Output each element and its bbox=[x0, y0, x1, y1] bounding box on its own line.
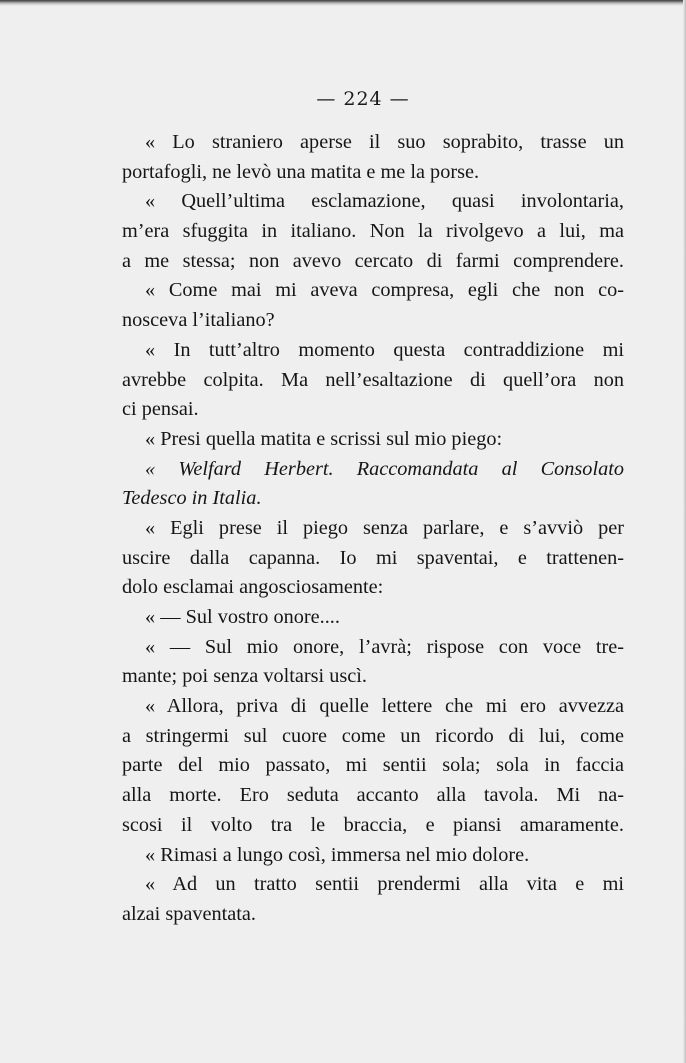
text-line: a stringermi sul cuore come un ricordo di lui, come bbox=[122, 724, 624, 747]
text-line: « Welfard Herbert. Raccomandata al Consolato bbox=[145, 457, 624, 480]
text-line: « Allora, priva di quelle lettere che mi ero avvezza bbox=[145, 695, 624, 718]
text-line: « In tutt’altro momento questa contraddizione mi bbox=[145, 338, 624, 361]
text-line: dolo esclamai angosciosamente: bbox=[122, 576, 384, 599]
text-line: « — Sul mio onore, l’avrà; rispose con voce tre- bbox=[145, 635, 624, 658]
text-line: « Lo straniero aperse il suo soprabito, trasse un bbox=[145, 131, 624, 153]
text-line: « — Sul vostro onore.... bbox=[145, 606, 340, 628]
text-line: parte del mio passato, mi sentii sola; sola in faccia bbox=[122, 754, 624, 777]
body-text bbox=[122, 128, 624, 930]
text-line: « Ad un tratto sentii prendermi alla vita e mi bbox=[145, 873, 624, 896]
text-line: « Egli prese il piego senza parlare, e s’avviò per bbox=[145, 516, 624, 539]
text-line: portafogli, ne levò una matita e me la porse. bbox=[122, 160, 480, 183]
text-line: avrebbe colpita. Ma nell’esaltazione di quell’ora non bbox=[122, 368, 624, 391]
text-line: nosceva l’italiano? bbox=[122, 309, 275, 332]
text-line: alzai spaventata. bbox=[122, 902, 257, 925]
text-line: « Come mai mi aveva compresa, egli che non co- bbox=[145, 279, 624, 302]
text-line: Tedesco in Italia. bbox=[122, 487, 262, 510]
page-number: — 224 — bbox=[316, 88, 410, 110]
text-line: « Presi quella matita e scrissi sul mio piego: bbox=[145, 427, 503, 450]
text-line: scosi il volto tra le braccia, e piansi amaramente. bbox=[122, 813, 624, 836]
text-line: « Rimasi a lungo così, immersa nel mio dolore. bbox=[145, 843, 530, 866]
text-line: « Quell’ultima esclamazione, quasi involontaria, bbox=[145, 190, 624, 213]
text-line: m’era sfuggita in italiano. Non la rivolgevo a lui, ma bbox=[122, 220, 624, 243]
page-top-edge bbox=[0, 0, 686, 6]
text-line: mante; poi senza voltarsi uscì. bbox=[122, 665, 367, 688]
text-line: ci pensai. bbox=[122, 398, 199, 421]
text-line: a me stessa; non avevo cercato di farmi comprendere. bbox=[122, 249, 624, 272]
text-line: uscire dalla capanna. Io mi spaventai, e trattenen- bbox=[122, 546, 624, 569]
text-line: alla morte. Ero seduta accanto alla tavola. Mi na- bbox=[122, 784, 624, 807]
